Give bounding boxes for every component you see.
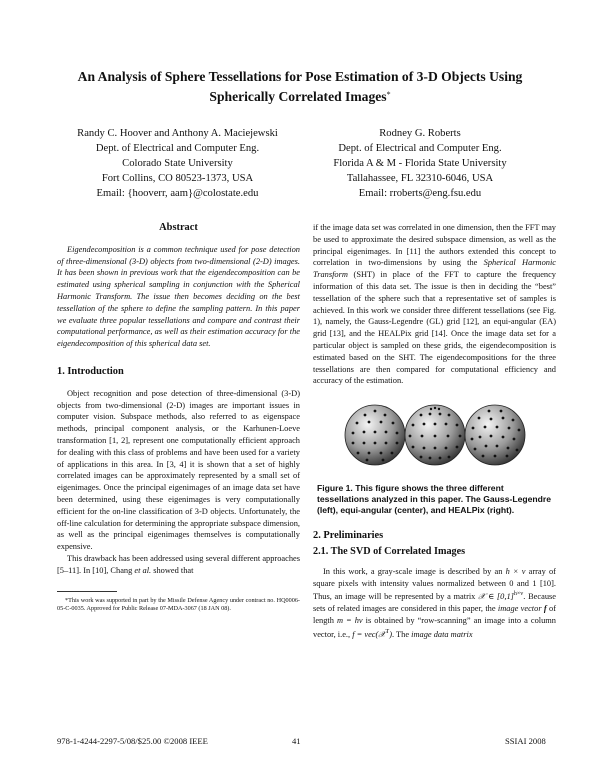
intro-p2-etal: et al. [134, 565, 152, 575]
title-line-2-text: Spherically Correlated Images [209, 89, 387, 104]
introduction-heading: 1. Introduction [57, 365, 124, 377]
paper-title [40, 68, 560, 106]
prelim-text-1: In this work, a gray-scale image is described by an [323, 566, 506, 576]
prelim-text-4: of length [313, 603, 556, 625]
author-email-right: Email: rroberts@eng.fsu.edu [358, 188, 482, 199]
footer-isbn: 978-1-4244-2297-5/08/$25.00 ©2008 IEEE [57, 736, 208, 746]
prelim-paragraph-1 [313, 566, 556, 640]
term-image-data-matrix: image data matrix [411, 629, 473, 639]
author-block-left [55, 126, 300, 201]
title-line-1: An Analysis of Sphere Tessellations for Pose Estimation of 3-D Objects Using [77, 69, 523, 84]
right-p1-end: (SHT) in place of the FFT to capture the frequency information of this data set. The issue is then in deciding the “best” tessellation of the sphere such that a representative set of samples is achieved. In this work we consider three different tessellations (see Fig. 1), namely, the Gauss-Legendre (GL) grid [12], an equi-angular (EA) grid [13], and the HEALPix grid [14]. Once the image data set for a particular object is sampled on these grids, the eigendecomposition is estimated based on the SHT. The eigendecompositions for the three tessellations are then compared for computational efficiency and accuracy of the estimation. [313, 270, 556, 386]
footer-page-number: 41 [292, 736, 301, 746]
math-image-set: 𝒳 ∈ [0,1] [478, 592, 514, 602]
intro-p2-end: showed that [151, 565, 194, 575]
right-paragraph-1 [313, 222, 556, 387]
figure-1-caption: Figure 1. This figure shows the three different tessellations analyzed in this paper. The Gauss-Legendre (left), equi-angular (center), and HEALPix (right). [317, 483, 552, 516]
author-city-right: Tallahassee, FL 32310-6046, USA [346, 173, 494, 184]
author-univ-left: Colorado State University [122, 158, 233, 169]
author-dept-left: Dept. of Electrical and Computer Eng. [95, 143, 260, 154]
prelim-text-5: is obtained by “row-scanning” an image into a column vector, i.e., [313, 615, 556, 639]
right-p1-sht: Spherical Harmonic Transform [313, 258, 556, 280]
math-f-equals-vec: f = vec(𝒳 [352, 629, 386, 639]
author-univ-right: Florida A & M - Florida State University [333, 158, 507, 169]
author-city-left: Fort Collins, CO 80523-1373, USA [101, 173, 254, 184]
math-close-paren: ) [389, 629, 392, 639]
term-image-vector: image vector [497, 603, 542, 613]
title-line-2 [40, 86, 560, 106]
author-dept-right: Dept. of Electrical and Computer Eng. [338, 143, 502, 154]
svd-subheading: 2.1. The SVD of Correlated Images [313, 545, 466, 557]
right-p1-start: if the image data set was correlated in one dimension, then the FFT may be used to approximate the desired subspace dimension, as well as the principal eigenimages. In [11] the authors extended this concept to correlation in two-dimensions by using the [313, 223, 556, 268]
math-m-equals-hv: m = hv [336, 615, 363, 625]
intro-paragraph-2 [57, 553, 300, 577]
healpix-sphere-icon [463, 403, 527, 467]
author-names-left: Randy C. Hoover and Anthony A. Maciejewski [77, 128, 278, 139]
abstract-text: Eigendecomposition is a common technique used for pose detection of three-dimensional (3-D) objects from two-dimensional (2-D) images. It has been shown in previous work that the eigendecomposition can be estimated using spherical sampling in conjunction with the Spherical Harmonic Transform. The issue then becomes deciding on the best tessellation of the sphere to define the sampling pattern. In this paper we evaluate three popular tessellations and compare and contrast their computational performance, as well as their estimation accuracy for the eigendecomposition of this spherical data set. [57, 244, 300, 349]
author-email-left: Email: {hooverr, aam}@colostate.edu [96, 188, 259, 199]
footnote-rule [57, 591, 117, 592]
footer-conference: SSIAI 2008 [505, 736, 546, 746]
footnote-text: *This work was supported in part by the Missile Defense Agency under contract no. HQ0006-05-C-0035. Approved for Public Release 07-MDA-3067 (18 JAN 08). [57, 596, 300, 612]
author-block-right [315, 126, 525, 201]
preliminaries-heading: 2. Preliminaries [313, 530, 384, 542]
math-f-vector: f [541, 603, 547, 613]
math-image-set-exponent: h×v [513, 591, 524, 598]
math-transpose: T [385, 628, 390, 635]
title-footnote-mark: * [386, 90, 391, 99]
abstract-heading: Abstract [159, 222, 198, 233]
right-column [313, 222, 556, 640]
math-h-times-v: h × v [505, 566, 526, 576]
gauss-legendre-sphere-icon [343, 403, 407, 467]
equi-angular-sphere-icon [403, 403, 467, 467]
prelim-text-3: . Because sets of related images are considered in this paper, the [313, 592, 557, 613]
prelim-text-2: array of square pixels with intensity values normalized between 0 and 1 [10]. Thus, an image will be represented by a matrix [313, 566, 556, 602]
author-names-right: Rodney G. Roberts [379, 128, 461, 139]
prelim-text-6: . The [391, 629, 412, 639]
left-column [57, 222, 300, 613]
intro-p2-start: This drawback has been addressed using several different approaches [5–11]. In [10], Chang [57, 553, 300, 575]
intro-paragraph-1: Object recognition and pose detection of three-dimensional (3-D) objects from two-dimensional (2-D) images are important issues in computer vision. Subspace methods, also referred to as eigenspace methods, principal component analysis, or the Karhunen-Loeve transformation [1, 2], represent one computationally efficient approach for dealing with this class of problems and have been used for a variety of applications in this area. In [3, 4] it is shown that a set of highly correlated images can be approximately represented by a small set of eigenimages. Once the principal eigenimages of an image data set have been determined, using these eigenimages is very computationally efficient for the on-line classification of 3-D objects. Unfortunately, the off-line calculation for determining the appropriate subspace dimension, as well as the principal eigenimages themselves is computationally expensive. [57, 388, 300, 552]
figure-1-spheres [313, 401, 556, 475]
